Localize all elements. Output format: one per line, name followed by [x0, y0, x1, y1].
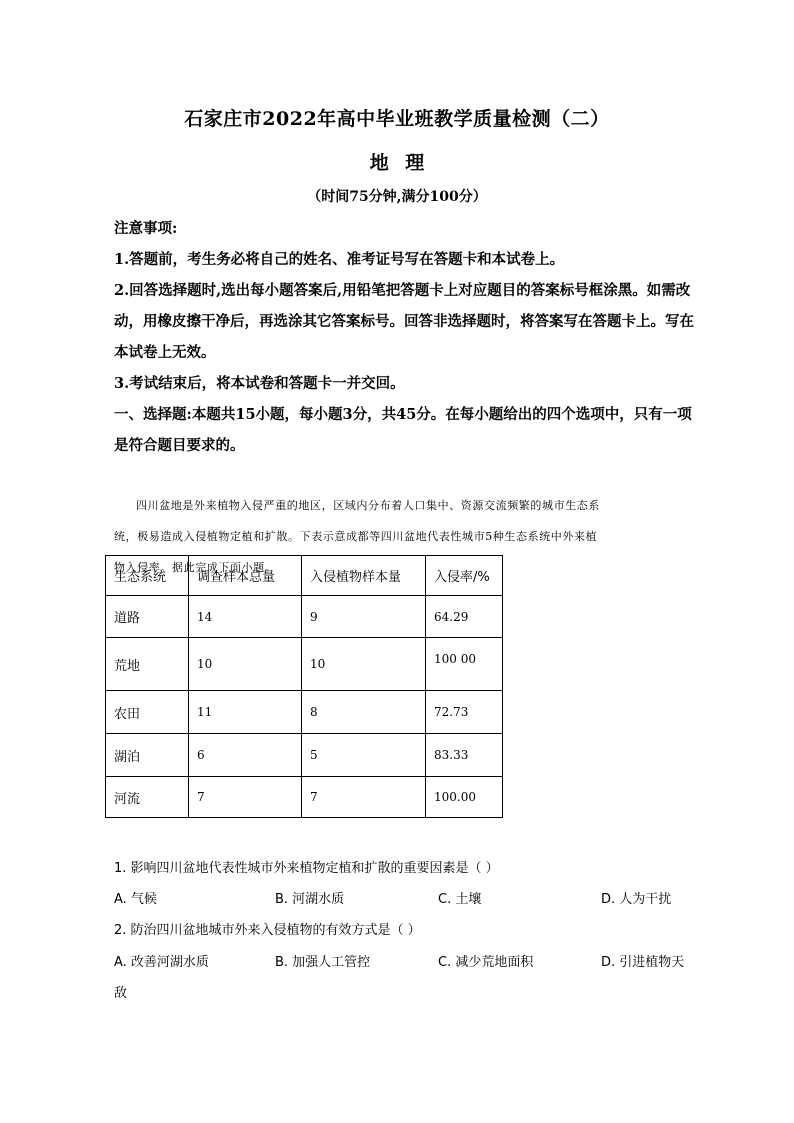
question-1-option-c: C. 土壤 — [438, 892, 482, 907]
intro-line-3: 物入侵率。据此完成下面小题。 — [114, 561, 277, 574]
question-1-option-b: B. 河湖水质 — [275, 892, 345, 907]
table-row — [106, 777, 503, 818]
table-cell: 14 — [189, 596, 302, 638]
notice-item-2: 2.回答选择题时,选出每小题答案后,用铅笔把答题卡上对应题目的答案标号框涂黑。如需改动，用橡皮擦干净后，再选涂其它答案标号。回答非选择题时，将答案写在答题卡上。写在本试卷上无效。 — [114, 282, 694, 361]
table-cell: 7 — [302, 777, 426, 818]
table-row — [106, 638, 503, 691]
question-1-stem: 1. 影响四川盆地代表性城市外来植物定植和扩散的重要因素是（ ） — [114, 861, 499, 876]
notice-heading: 注意事项: — [114, 220, 178, 237]
table-cell: 10 — [189, 638, 302, 691]
table-cell: 河流 — [106, 777, 189, 818]
table-cell: 9 — [302, 596, 426, 638]
table-header-cell: 入侵植物样本量 — [302, 556, 426, 596]
table-cell: 6 — [189, 734, 302, 777]
table-cell: 72.73 — [426, 691, 503, 734]
subject-title: 地 理 — [369, 152, 425, 174]
table-header-row — [106, 556, 503, 596]
table-cell: 农田 — [106, 691, 189, 734]
invasion-rate-table — [105, 555, 503, 818]
table-header-cell: 生态系统 — [106, 556, 189, 596]
table-cell: 7 — [189, 777, 302, 818]
notice-item-3: 3.考试结束后，将本试卷和答题卡一并交回。 — [114, 375, 405, 392]
table-cell: 道路 — [106, 596, 189, 638]
table-cell: 8 — [302, 691, 426, 734]
table-cell: 11 — [189, 691, 302, 734]
exam-title: 石家庄市2022年高中毕业班教学质量检测（二） — [184, 108, 610, 130]
question-1-option-d: D. 人为干扰 — [601, 892, 672, 907]
table-row — [106, 734, 503, 777]
table-cell: 83.33 — [426, 734, 503, 777]
table-cell: 湖泊 — [106, 734, 189, 777]
section-heading: 一、选择题:本题共15小题，每小题3分，共45分。在每小题给出的四个选项中，只有一项是符合题目要求的。 — [114, 406, 692, 454]
table-cell: 64.29 — [426, 596, 503, 638]
question-2-option-c: C. 减少荒地面积 — [438, 955, 534, 970]
table-cell: 荒地 — [106, 638, 189, 691]
table-cell: 100.00 — [426, 777, 503, 818]
table-header-cell: 调查样本总量 — [189, 556, 302, 596]
table-cell: 100 00 — [426, 638, 503, 691]
intro-line-1: 四川盆地是外来植物入侵严重的地区，区域内分布着人口集中、资源交流频繁的城市生态系 — [136, 499, 600, 512]
table-cell: 10 — [302, 638, 426, 691]
table-header-cell: 入侵率/% — [426, 556, 503, 596]
intro-line-2: 统，极易造成入侵植物定植和扩散。下表示意成都等四川盆地代表性城市5种生态系统中外来植 — [114, 530, 598, 543]
exam-time-info: （时间75分钟,满分100分） — [307, 189, 487, 205]
question-2-option-b: B. 加强人工管控 — [275, 955, 371, 970]
question-1-option-a: A. 气候 — [114, 892, 157, 907]
table-row — [106, 596, 503, 638]
question-2-option-a: A. 改善河湖水质 — [114, 955, 209, 970]
question-2-option-d: D. 引进植物天 — [601, 955, 685, 970]
notice-item-1: 1.答题前，考生务必将自己的姓名、准考证号写在答题卡和本试卷上。 — [114, 251, 565, 268]
question-2-stem: 2. 防治四川盆地城市外来入侵植物的有效方式是（ ） — [114, 923, 421, 938]
table-cell: 5 — [302, 734, 426, 777]
table-row — [106, 691, 503, 734]
question-2-option-d-wrap: 敌 — [114, 986, 128, 1001]
